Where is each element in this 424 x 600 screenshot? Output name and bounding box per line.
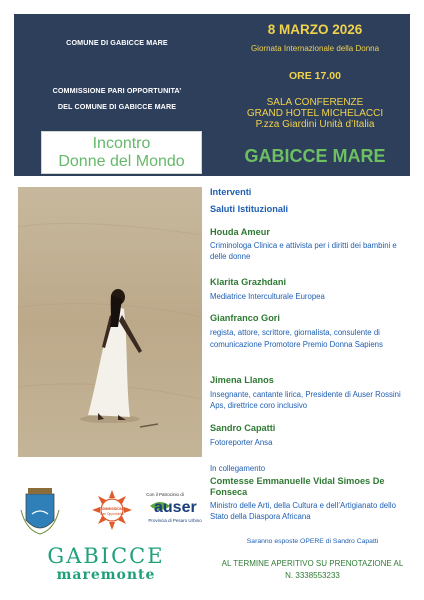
pari-opportunita-logo-text: Pari Opportunità bbox=[100, 512, 124, 516]
speaker-name: Gianfranco Gori bbox=[210, 313, 280, 323]
speaker-name: Klarita Grazhdani bbox=[210, 277, 287, 287]
saluti-heading: Saluti Istituzionali bbox=[210, 204, 289, 214]
comune-label: COMUNE DI GABICCE MARE bbox=[66, 38, 168, 47]
collegamento-label: In collegamento bbox=[210, 464, 266, 473]
speaker-name: Jimena Llanos bbox=[210, 375, 274, 385]
exhibition-note: Saranno esposte OPERE di Sandro Capatti bbox=[246, 538, 379, 545]
interventi-heading: Interventi bbox=[210, 187, 252, 197]
crest-crown-icon bbox=[28, 488, 52, 494]
maremonte-brand: maremonte bbox=[56, 567, 156, 583]
girl-walking-photo bbox=[18, 187, 202, 457]
patrocinio-label: Con il Patrocinio di bbox=[146, 492, 184, 497]
venue-hotel: GRAND HOTEL MICHELACCI bbox=[246, 108, 384, 119]
speaker-name: Houda Ameur bbox=[210, 227, 270, 237]
speaker-name: Sandro Capatti bbox=[210, 423, 276, 433]
speaker-description: Criminologa Clinica e attivista per i diritti dei bambini e delle donne bbox=[210, 241, 397, 261]
remote-speaker-block bbox=[210, 476, 415, 522]
event-title-box bbox=[41, 131, 202, 174]
speaker-block bbox=[210, 277, 415, 302]
event-title-line-2: Donne del Mondo bbox=[58, 153, 185, 170]
auser-logo-text: auser bbox=[154, 499, 197, 516]
speaker-block bbox=[210, 227, 415, 262]
commissione-line-1: COMMISSIONE PARI OPPORTUNITA’ bbox=[52, 86, 182, 95]
commissione-line-2: DEL COMUNE DI GABICCE MARE bbox=[57, 102, 177, 111]
aperitivo-note bbox=[210, 558, 415, 582]
event-header bbox=[14, 14, 410, 176]
venue-room: SALA CONFERENZE bbox=[266, 97, 364, 108]
event-occasion: Giornata Internazionale della Donna bbox=[250, 44, 380, 53]
aperitivo-phone: N. 3338553233 bbox=[285, 571, 340, 580]
speaker-block bbox=[210, 313, 415, 350]
speaker-description: Insegnante, cantante lirica, Presidente di Auser Rossini Aps, direttrice coro inclusivo bbox=[210, 390, 401, 410]
venue-address: P.zza Giardini Unità d’Italia bbox=[255, 119, 375, 130]
event-title-line-1: Incontro bbox=[92, 135, 151, 152]
photo-illustration bbox=[18, 187, 202, 457]
event-date: 8 MARZO 2026 bbox=[267, 22, 363, 37]
speaker-description: regista, attore, scrittore, giornalista, consulente di comunicazione Promotore Premio Donna Sapiens bbox=[210, 328, 383, 349]
speaker-block bbox=[210, 375, 415, 411]
speaker-description: Fotoreporter Ansa bbox=[210, 438, 273, 447]
aperitivo-line-1: AL TERMINE APERITIVO SU PRENOTAZIONE AL bbox=[221, 559, 404, 568]
speaker-description: Mediatrice Interculturale Europea bbox=[210, 292, 325, 301]
remote-speaker-description: Ministro delle Arti, della Cultura e dell’Artigianato dello Stato della Diaspora Africana bbox=[210, 501, 396, 521]
remote-speaker-name: Comtesse Emmanuelle Vidal Simoes De Fonseca bbox=[210, 476, 385, 497]
speaker-block bbox=[210, 423, 415, 448]
auser-subtitle: Provincia di Pesaro Urbino bbox=[148, 518, 202, 523]
commissione-logo-text: COMMISSIONE bbox=[99, 507, 125, 511]
event-time: ORE 17.00 bbox=[289, 70, 341, 82]
event-city: GABICCE MARE bbox=[244, 146, 386, 166]
gabicce-brand: GABICCE bbox=[47, 544, 165, 568]
